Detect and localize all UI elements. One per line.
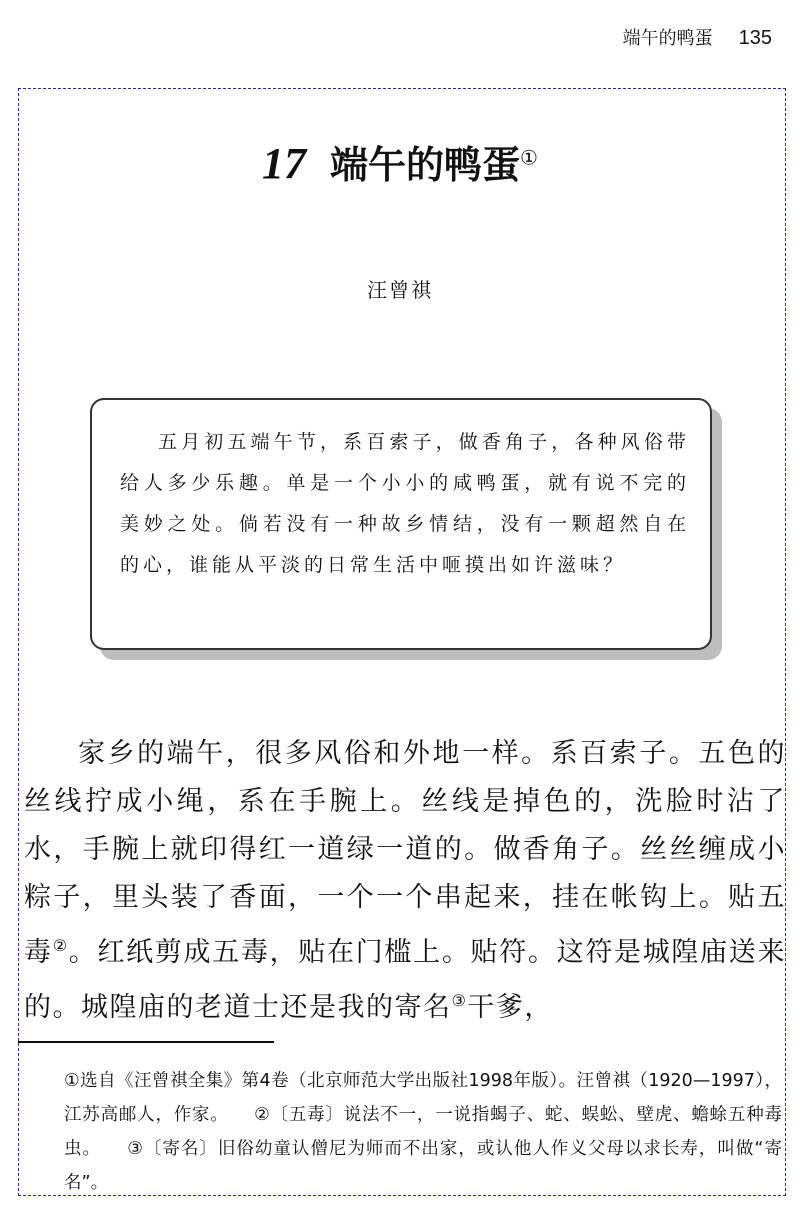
footnote-divider <box>18 1041 274 1043</box>
lesson-number: 17 <box>262 139 307 188</box>
footnote-mark-3: ③ <box>451 991 468 1010</box>
footnote-mark-2: ② <box>52 936 69 955</box>
page-title <box>0 134 800 189</box>
intro-box: 五月初五端午节，系百索子，做香角子，各种风俗带给人多少乐趣。单是一个小小的咸鸭蛋，就有说不完的美妙之处。倘若没有一种故乡情结，没有一颗超然自在的心，谁能从平淡的日常生活中咂摸出如许滋味？ <box>90 398 712 650</box>
body-text-part1: 家乡的端午，很多风俗和外地一样。系百索子。五色的丝线拧成小绳，系在手腕上。丝线是掉色的，洗脸时沾了水，手腕上就印得红一道绿一道的。做香角子。丝丝缠成小粽子，里头装了香面，一个一个串起来，挂在帐钩上。贴五毒 <box>24 738 786 968</box>
body-text-part3: 干爹， <box>467 992 553 1023</box>
page-number: 135 <box>738 27 772 49</box>
footnote-3: ③〔寄名〕旧俗幼童认僧尼为师而不出家，或认他人作义父母以求长寿，叫做“寄名”。 <box>64 1139 782 1193</box>
footnote-2: ②〔五毒〕说法不一，一说指蝎子、蛇、蜈蚣、壁虎、蟾蜍五种毒虫。 <box>64 1105 783 1159</box>
title-text: 端午的鸭蛋 <box>330 143 521 187</box>
author-name: 汪曾祺 <box>367 278 433 302</box>
body-text-part2: 。红纸剪成五毒，贴在门槛上。贴符。这符是城隍庙送来的。城隍庙的老道士还是我的寄名 <box>24 937 787 1023</box>
footnote-1: ①选自《汪曾祺全集》第4卷（北京师范大学出版社1998年版）。汪曾祺（1920—1997），江苏高邮人，作家。 <box>64 1071 782 1125</box>
title-note-mark: ① <box>520 145 538 170</box>
title-text-wrap <box>330 134 538 189</box>
footnotes <box>64 1064 782 1200</box>
body-paragraph <box>24 730 786 1032</box>
running-header <box>623 24 772 50</box>
running-title: 端午的鸭蛋 <box>622 28 713 49</box>
